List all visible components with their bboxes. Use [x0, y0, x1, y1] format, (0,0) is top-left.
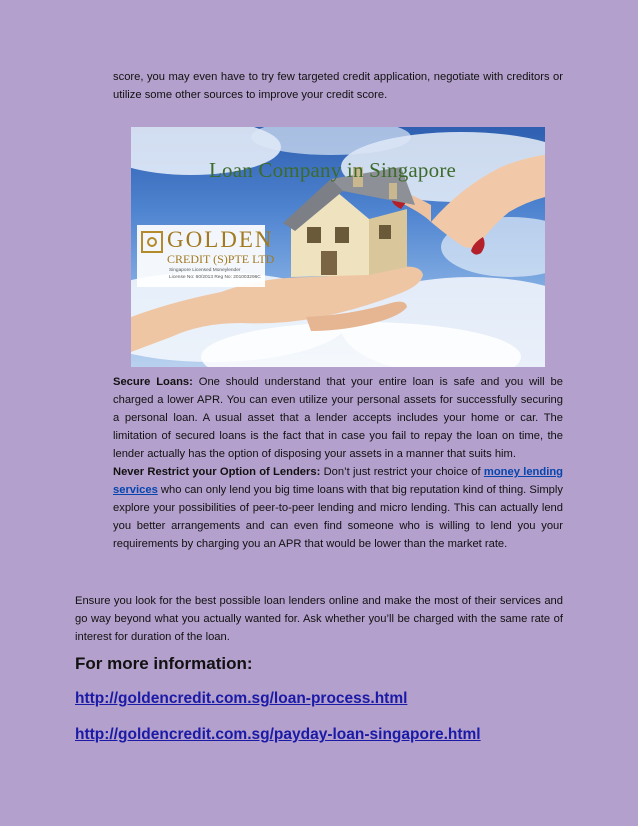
logo-subtitle: CREDIT (S)PTE LTD	[167, 252, 275, 266]
lenders-text-before: Don’t just restrict your choice of	[320, 466, 484, 478]
secure-loans-paragraph	[113, 373, 563, 463]
golden-credit-logo	[137, 225, 275, 287]
payday-loan-link[interactable]: http://goldencredit.com.sg/payday-loan-singapore.html	[75, 726, 481, 743]
loan-company-photo	[131, 127, 545, 367]
logo-name: GOLDEN	[167, 227, 274, 252]
lenders-paragraph	[113, 463, 563, 553]
lenders-text-after: who can only lend you big time loans with that big reputation kind of thing. Simply explore your possibilities of peer-to-peer lending and micro lending. This can actually lend you better arrangements and can even find someone who is willing to lend you your requirements by charging you an APR that would be lower than the market rate.	[113, 484, 563, 550]
lenders-label: Never Restrict your Option of Lenders:	[113, 466, 321, 478]
logo-license-line: Singapore Licensed Moneylender	[169, 268, 241, 273]
photo-title: Loan Company in Singapore	[209, 158, 457, 182]
bullet-section	[113, 373, 563, 553]
logo-emblem-icon	[141, 231, 163, 253]
intro-paragraph: score, you may even have to try few targeted credit application, negotiate with creditors or utilize some other sources to improve your credit score.	[113, 71, 563, 101]
money-lending-services-link[interactable]: money lending services	[113, 466, 563, 496]
secure-loans-label: Secure Loans:	[113, 376, 193, 388]
closing-paragraph: Ensure you look for the best possible loan lenders online and make the most of their services and go way beyond what you actually wanted for. Ask whether you’ll be charged with the same rate of interest for duration of the loan.	[75, 595, 563, 643]
more-info-heading: For more information:	[75, 654, 253, 673]
logo-registration-line: License No: 60/2013 Reg No: 201003296C	[169, 275, 261, 280]
loan-process-link[interactable]: http://goldencredit.com.sg/loan-process.html	[75, 690, 408, 707]
secure-loans-text: One should understand that your entire loan is safe and you will be charged a lower APR. You can even utilize your personal assets for successfully securing a personal loan. A usual asset that a lender accepts includes your home or car. The limitation of secured loans is the fact that in case you fail to repay the loan on time, the lender actually has the option of disposing your assets in a manner that suits him.	[113, 376, 563, 460]
